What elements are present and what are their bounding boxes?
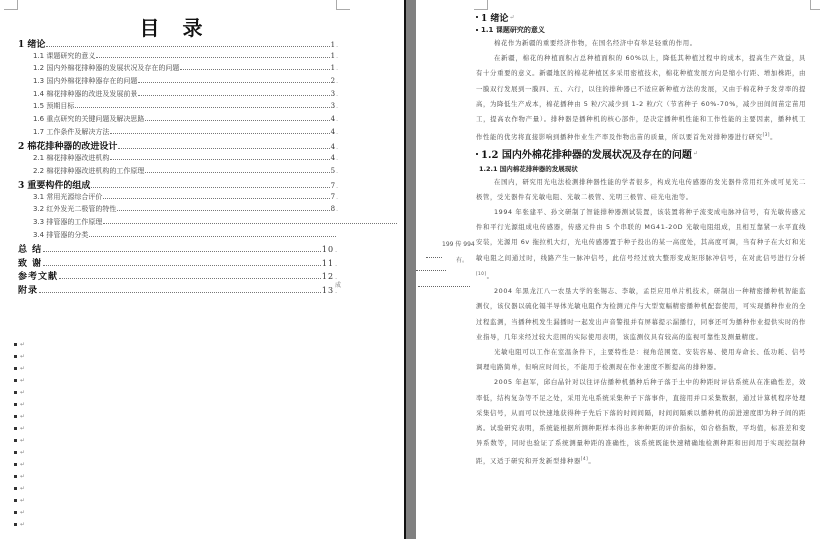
heading-1-2: 1.2 国内外棉花排种器的发展状况及存在的问题 ↵ <box>476 146 806 162</box>
toc-dot-leader <box>75 107 329 108</box>
bullet-icon <box>14 451 17 454</box>
bullet-icon <box>14 463 17 466</box>
toc-entry[interactable] <box>18 178 338 192</box>
toc-dot-leader <box>145 172 329 173</box>
page-corner-mark <box>474 0 488 10</box>
toc-entry-label: 1.4 棉花排种器的改进及发展前景 <box>33 89 138 98</box>
revision-mark[interactable]: 成 <box>335 282 342 289</box>
paragraph-mark-icon: . <box>336 42 338 49</box>
heading-1-1: 1.1 课题研究的意义 <box>476 24 806 36</box>
toc-entry-label: 1.5 预期目标 <box>33 102 75 111</box>
toc-entry[interactable] <box>18 217 338 230</box>
toc-page-number: 4 <box>330 153 336 162</box>
paragraph-mark-icon: ↵ <box>20 364 26 372</box>
empty-paragraph <box>14 494 25 506</box>
document-page-body[interactable] <box>416 0 820 539</box>
toc-dot-leader <box>46 46 329 47</box>
paragraph-mark-icon: . <box>336 154 338 162</box>
toc-title: 目 录 <box>139 16 211 40</box>
empty-paragraph <box>14 470 25 482</box>
paragraph-mark-icon: . <box>336 183 338 191</box>
toc-dot-leader <box>43 265 321 266</box>
toc-dot-leader <box>103 223 397 224</box>
toc-entry[interactable] <box>18 256 338 270</box>
paragraph: 2005 年赵军，邱白晶针对以往评估播种机播种后种子落于土中的种距时评估系统从在准确性差，效率低，结构复杂等不足之处，采用光电系统采集种子下落事件，直接用并口采集数据，通过计算机程序处理采集信号，从而可以快速地获得种子先后下落的时间间隔，时间间隔乘以播种机的前进速度即为种子间的距离。试验研究表明，系统能根据所测种距样本得出多种种距的评价指标，如合格指数，平均值，标准差和变异系数等，同时也验证了系统测量种距的准确性，该系统既能快速精确地检测种距和田间用于实现控制种距，又适于研究和开发新型排种器[4]。 <box>476 378 806 466</box>
paragraph-mark-icon: . <box>336 144 338 152</box>
paragraph-mark-icon: . <box>335 247 338 255</box>
empty-paragraph <box>14 410 25 422</box>
toc-dot-leader <box>43 251 321 252</box>
toc-entry[interactable] <box>18 63 338 76</box>
document-page-toc[interactable] <box>0 0 404 539</box>
toc-entry[interactable] <box>18 204 338 217</box>
paragraph-mark-icon: . <box>336 128 338 136</box>
toc-dot-leader <box>118 148 329 149</box>
bullet-icon <box>14 487 17 490</box>
toc-dot-leader <box>145 120 329 121</box>
page-corner-mark <box>4 0 18 10</box>
paragraph-mark-icon: . <box>336 103 338 111</box>
empty-paragraph <box>14 374 25 386</box>
bullet-icon <box>476 16 478 18</box>
toc-entry[interactable] <box>18 51 338 64</box>
paragraph-mark-icon: ↵ <box>20 388 26 396</box>
toc-entry-label: 3.3 排管器的工作原理 <box>33 218 103 227</box>
bullet-icon <box>14 475 17 478</box>
paragraph-mark-icon: . <box>336 167 338 175</box>
toc-dot-leader <box>59 278 321 279</box>
toc-entry[interactable] <box>18 37 338 51</box>
toc-entry-label: 2.1 棉花排种器改进机构 <box>33 153 110 162</box>
paragraph: 1994 年张建平、孙文研制了智能排种器测试装置，该装置将种子流变成电脉冲信号，有光敏传感元件和平行光源组成电传感器，传感元件由 5 个串联的 MG41-20D 光敏电阻组成，且相互靠紧一水平直线安装，光源用 6v 拖拉机大灯，光电传感器置于种子投出的某一高度处，其高度可调，当有种子在大灯和光敏电阻之间通过时，线路产生一脉冲信号，此信号经过放大整形变成矩形脉冲信号，在对此信号进行分析[10]。 <box>476 207 806 280</box>
toc-dot-leader <box>39 292 321 293</box>
bullet-icon <box>476 29 478 31</box>
toc-entry-label: 2.2 棉花排种器改进机构的工作原理 <box>33 166 145 175</box>
margin-note: 199 传 994 <box>442 241 475 248</box>
paragraph-mark-icon: ↵ <box>20 376 26 384</box>
page-corner-mark <box>810 0 820 10</box>
heading-1-2-1: 1.2.1 国内棉花排种器的发展现状 <box>479 164 578 173</box>
toc-page-number: 7 <box>330 182 336 191</box>
toc-entry[interactable] <box>18 76 338 89</box>
toc-entry-label: 3 重要构件的组成 <box>18 181 91 192</box>
table-of-contents <box>18 37 338 296</box>
bullet-icon <box>14 367 17 370</box>
toc-entry-label: 1.2 国内外棉花排种器的发展状况及存在的问题 <box>33 64 180 73</box>
margin-note: 有。 <box>456 257 469 264</box>
toc-page-number: 1 <box>330 41 336 49</box>
toc-dot-leader <box>110 133 329 134</box>
toc-entry[interactable] <box>18 139 338 153</box>
toc-entry-label: 总 结 <box>18 245 43 256</box>
toc-entry[interactable] <box>18 89 338 102</box>
bullet-icon <box>14 403 17 406</box>
toc-dot-leader <box>103 198 329 199</box>
empty-paragraph <box>14 338 25 350</box>
toc-dot-leader <box>138 95 329 96</box>
empty-paragraph <box>14 434 25 446</box>
toc-entry[interactable] <box>18 114 338 127</box>
paragraph: 棉花作为新疆的重要经济作物，在国名经济中有举足轻重的作用。 <box>494 39 697 47</box>
toc-page-number: 4 <box>330 143 336 152</box>
paragraph-mark-icon: . <box>336 90 338 98</box>
paragraph-mark-icon: ↵ <box>20 424 26 432</box>
toc-page-number: 10 <box>321 245 335 255</box>
toc-entry-label: 1.7 工作条件及解决方法 <box>33 127 110 136</box>
paragraph-mark-icon: ↵ <box>20 460 26 468</box>
paragraph-mark-icon: . <box>336 52 338 60</box>
toc-entry-label: 参考文献 <box>18 272 59 283</box>
toc-page-number: 3 <box>330 89 336 98</box>
bullet-icon <box>14 511 17 514</box>
toc-entry-label: 附录 <box>18 285 39 296</box>
toc-dot-leader <box>110 159 329 160</box>
toc-entry-label: 1.1 课题研究的意义 <box>33 51 96 60</box>
bullet-icon <box>14 379 17 382</box>
paragraph-mark-icon: ↵ <box>509 13 515 21</box>
toc-dot-leader <box>180 69 329 70</box>
page-divider <box>404 0 416 539</box>
empty-paragraph <box>14 482 25 494</box>
paragraph-mark-icon: ↵ <box>20 520 26 528</box>
empty-paragraph <box>14 386 25 398</box>
paragraph-mark-icon: ↵ <box>20 412 26 420</box>
paragraph-mark-icon: ↵ <box>20 484 26 492</box>
toc-entry-label: 3.1 常用光源综合评价 <box>33 192 103 201</box>
toc-entry[interactable] <box>18 166 338 179</box>
paragraph-mark-icon: ↵ <box>20 340 26 348</box>
toc-page-number: 4 <box>330 114 336 123</box>
paragraph-mark-icon: ↵ <box>20 400 26 408</box>
dotted-leader <box>418 286 470 287</box>
paragraph-mark-icon: ↵ <box>20 508 26 516</box>
bullet-icon <box>14 523 17 526</box>
toc-page-number: 12 <box>321 272 335 282</box>
toc-entry-label: 1.3 国内外棉花排种器存在的问题 <box>33 76 138 85</box>
toc-page-number: 8 <box>330 205 336 214</box>
toc-entry[interactable] <box>18 269 338 283</box>
paragraph-mark-icon: . <box>335 287 338 295</box>
toc-entry[interactable] <box>18 153 338 166</box>
paragraph-mark-icon: . <box>336 115 338 123</box>
bullet-icon <box>14 499 17 502</box>
toc-entry[interactable] <box>18 101 338 114</box>
body-content <box>476 10 806 470</box>
bullet-icon <box>476 153 478 155</box>
toc-page-number: 3 <box>330 102 336 111</box>
toc-page-number: 2 <box>330 76 336 85</box>
bullet-icon <box>14 427 17 430</box>
toc-dot-leader <box>91 187 329 188</box>
empty-paragraph <box>14 446 25 458</box>
toc-page-number: 4 <box>330 127 336 136</box>
paragraph-mark-icon: . <box>335 274 338 282</box>
paragraph: 在国内，研究用光电法检测排种器性能的学者很多，构成光电传感器的发光器件常用红外或可见光二极管，受光器件有光敏电阻、光敏二极管、光明三极管、硅光电池等。 <box>476 177 806 201</box>
toc-dot-leader <box>96 57 329 58</box>
toc-dot-leader <box>89 236 336 237</box>
empty-paragraph <box>14 458 25 470</box>
toc-page-number: 1 <box>330 51 336 60</box>
toc-page-number: 11 <box>321 258 335 268</box>
paragraph-mark-icon: ↵ <box>20 352 26 360</box>
toc-entry-label: 致 谢 <box>18 258 43 269</box>
paragraph-mark-icon: . <box>335 260 338 268</box>
empty-paragraph <box>14 506 25 518</box>
toc-entry-label: 3.4 排管器的分类 <box>33 230 89 239</box>
dotted-leader <box>426 257 442 258</box>
paragraph-mark-icon: . <box>336 206 338 214</box>
toc-entry-label: 2 棉花排种器的改进设计 <box>18 142 118 153</box>
paragraph: 在新疆，棉花的种植面积占总种植面积的 60%以上，降低其种植过程中的成本，提高生产效益，具有十分重要的意义。新疆地区的棉花种植区多采用密植技术，棉花种植发展方向是缩小行距、增加株距，由一膜双行发展到一膜四、五、六行，以往的排种器已不适应新种植方法的发展，又由于棉花种子发芽率的提高，为降低生产成本，棉花播种由 5 粒/穴减少到 1-2 粒/穴（节省种子 60%-70%，减少田间间苗定苗用工，提高农作物产量）。排种器是播种机的核心部件，是决定播种机性能和工作性能的主要因素，播种机工作性能的优劣将直接影响到播种作业生产率及作物出苗的质量，所以要首先对排种器进行研究[3]。 <box>476 54 806 142</box>
toc-entry-label: 3.2 红外发光二极管的特性 <box>33 205 117 214</box>
paragraph-mark-icon: ↵ <box>20 436 26 444</box>
heading-1: 1 绪论 ↵ <box>476 10 806 24</box>
paragraph-mark-icon: . <box>336 77 338 85</box>
bullet-icon <box>14 391 17 394</box>
toc-entry[interactable] <box>18 192 338 205</box>
bullet-icon <box>14 355 17 358</box>
paragraph-mark-icon: ↵ <box>20 448 26 456</box>
bullet-icon <box>14 343 17 346</box>
page-corner-mark <box>336 0 350 10</box>
toc-entry-label: 1.6 重点研究的关键问题及解决思路 <box>33 114 145 123</box>
paragraph-mark-icon: . <box>336 193 338 201</box>
bullet-icon <box>14 439 17 442</box>
toc-entry[interactable] <box>18 242 338 256</box>
empty-paragraph <box>14 422 25 434</box>
paragraph-mark-icon: . <box>336 65 338 73</box>
dotted-leader <box>416 270 446 271</box>
paragraph: 2004 年黑龙江八一农垦大学的张锡志、李敏，孟臣应用单片机技术，研制出一种精密播种机智能监测仪，该仪器以硫化镉半导体光敏电阻作为检测元件与大型宽幅精密播种机配套使用，可实现播种作业的全过程监测，当播种机发生漏播时一起发出声音警报并有屏幕提示漏播行，同事还可为播种作业提供实时的作业指导，几年来经过较大范围的实际使用表明，该监测仪具有较高的监视可靠性及测量精度。 <box>476 287 806 341</box>
empty-paragraphs <box>14 338 25 530</box>
empty-paragraph <box>14 350 25 362</box>
toc-dot-leader <box>117 210 329 211</box>
empty-paragraph <box>14 362 25 374</box>
toc-page-number: 5 <box>330 166 336 175</box>
toc-page-number: 1 <box>330 64 336 73</box>
toc-page-number: 7 <box>330 192 336 201</box>
paragraph: 光敏电阻可以工作在室温条件下，主要特性是：视角范围宽、安装容易、使用寿命长、低功耗、信号调理电路简单，但响应时间长，不能用于检测现在作业速度不断提高的排种器。 <box>476 347 806 372</box>
paragraph-mark-icon: ↵ <box>20 496 26 504</box>
empty-paragraph <box>14 398 25 410</box>
toc-page-number: 13 <box>321 285 335 295</box>
toc-entry[interactable] <box>18 283 338 297</box>
paragraph-mark-icon: ↵ <box>692 150 698 158</box>
toc-dot-leader <box>138 82 329 83</box>
toc-entry-label: 1 绪论 <box>18 40 46 50</box>
paragraph-mark-icon: ↵ <box>20 472 26 480</box>
toc-entry[interactable] <box>18 127 338 140</box>
toc-entry[interactable] <box>18 230 338 243</box>
empty-paragraph <box>14 518 25 530</box>
bullet-icon <box>14 415 17 418</box>
